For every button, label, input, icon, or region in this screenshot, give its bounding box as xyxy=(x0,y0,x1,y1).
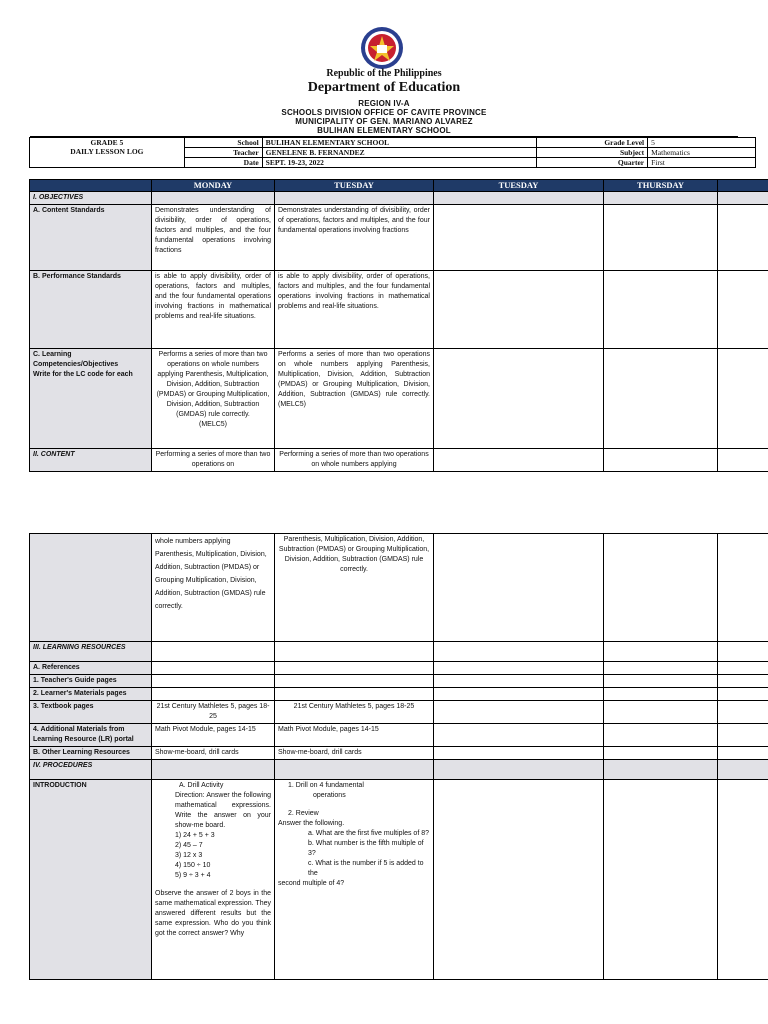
row-other xyxy=(30,747,768,760)
competencies-label-3: Write for the LC code for each xyxy=(33,371,133,378)
row-introduction xyxy=(30,780,768,980)
competencies-label xyxy=(30,349,152,449)
row-content-a xyxy=(30,449,768,472)
learners-materials-label: 2. Learner's Materials pages xyxy=(30,688,152,701)
subject-value: Mathematics xyxy=(648,148,756,158)
row-learners-materials xyxy=(30,688,768,701)
day-header-friday xyxy=(718,180,768,192)
intro-mon-item-2: 2) 45 – 7 xyxy=(175,842,203,849)
performance-standards-mon: is able to apply divisibility, order of operations, factors and multiples, and the four fundamental operations involving fractions in mathematical problems and real-life situations. xyxy=(152,271,275,349)
intro-tue-1: 1. Drill on 4 fundamental xyxy=(288,782,364,789)
textbook-tue: 21st Century Mathletes 5, pages 18-25 xyxy=(275,701,434,724)
section-procedures-label: IV. PROCEDURES xyxy=(30,760,152,780)
competencies-tue: Performs a series of more than two operations on whole numbers applying Parenthesis, Multiplication, Division, Addition, Subtraction (PMDAS) or Grouping Multiplication, Division, Addition, Subtraction (GMDAS) rule correctly. (MELC5) xyxy=(275,349,434,449)
deped-seal xyxy=(360,26,404,70)
row-references xyxy=(30,662,768,675)
school-value: BULIHAN ELEMENTARY SCHOOL xyxy=(262,138,537,148)
additional-label-2: Learning Resource (LR) portal xyxy=(33,736,134,743)
other-label: B. Other Learning Resources xyxy=(30,747,152,760)
grade-label: GRADE 5 xyxy=(90,138,124,147)
date-value: SEPT. 19-23, 2022 xyxy=(262,158,537,168)
day-header-wednesday: TUESDAY xyxy=(434,180,604,192)
section-resources xyxy=(30,642,768,662)
lesson-grid-bottom xyxy=(29,533,768,980)
additional-tue: Math Pivot Module, pages 14-15 xyxy=(275,724,434,747)
introduction-mon xyxy=(152,780,275,980)
additional-mon: Math Pivot Module, pages 14-15 xyxy=(152,724,275,747)
header-republic: Republic of the Philippines xyxy=(326,68,442,79)
section-objectives-label: I. OBJECTIVES xyxy=(30,192,152,205)
quarter-label: Quarter xyxy=(537,158,648,168)
day-header-thursday: THURSDAY xyxy=(604,180,718,192)
day-header-blank xyxy=(30,180,152,192)
content-standards-mon: Demonstrates understanding of divisibility, order of operations, factors and multiples, and the four fundamental operations involving fractions xyxy=(152,205,275,271)
header-municipality: MUNICIPALITY OF GEN. MARIANO ALVAREZ xyxy=(295,117,473,126)
intro-tue-c: c. What is the number if 5 is added to the xyxy=(308,860,424,877)
row-teachers-guide xyxy=(30,675,768,688)
teacher-value: GENELENE B. FERNANDEZ xyxy=(262,148,537,158)
textbook-label: 3. Textbook pages xyxy=(30,701,152,724)
grade-level-label: Grade Level xyxy=(537,138,648,148)
content-standards-tue: Demonstrates understanding of divisibility, order of operations, factors and multiples, and the four fundamental operations involving fractions xyxy=(275,205,434,271)
subject-label: Subject xyxy=(537,148,648,158)
grade-level-value: 5 xyxy=(648,138,756,148)
performance-standards-tue: is able to apply divisibility, order of operations, factors and multiples, and the four fundamental operations involving fractions in mathematical problems and real-life situations. xyxy=(275,271,434,349)
row-content-standards xyxy=(30,205,768,271)
intro-tue-c2: second multiple of 4? xyxy=(278,880,345,887)
intro-tue-answer: Answer the following. xyxy=(278,820,345,827)
header-school: BULIHAN ELEMENTARY SCHOOL xyxy=(317,126,451,135)
row-additional xyxy=(30,724,768,747)
additional-label-1: 4. Additional Materials from xyxy=(33,726,125,733)
competencies-mon-text: Performs a series of more than two operations on whole numbers applying Parenthesis, Multiplication, Division, Addition, Subtraction (PMDAS) or Grouping Multiplication, Division, Addition, Subtraction (GMDAS) rule correctly. xyxy=(156,351,270,418)
school-label: School xyxy=(184,138,262,148)
section-resources-label: III. LEARNING RESOURCES xyxy=(30,642,152,662)
day-header-row xyxy=(30,180,768,192)
introduction-label: INTRODUCTION xyxy=(30,780,152,980)
content-mon-b: whole numbers applying Parenthesis, Multiplication, Division, Addition, Subtraction (PMDAS) or Grouping Multiplication, Division, Addition, Subtraction (GMDAS) rule correctly. xyxy=(152,534,275,642)
section-procedures xyxy=(30,760,768,780)
intro-tue-1b: operations xyxy=(313,792,346,799)
other-tue: Show-me-board, drill cards xyxy=(275,747,434,760)
header-department: Department of Education xyxy=(307,80,461,95)
intro-tue-b: b. What number is the fifth multiple of 3? xyxy=(308,840,424,857)
intro-mon-direction: Direction: Answer the following mathematical expressions. Write the answer on your show-me board. xyxy=(175,792,271,829)
section-content-label: II. CONTENT xyxy=(30,449,152,472)
competencies-label-2: Competencies/Objectives xyxy=(33,361,119,368)
intro-tue-2: 2. Review xyxy=(288,810,319,817)
header-region: REGION IV-A xyxy=(358,99,410,108)
competencies-mon xyxy=(152,349,275,449)
teachers-guide-label: 1. Teacher's Guide pages xyxy=(30,675,152,688)
intro-mon-item-5: 5) 9 ÷ 3 + 4 xyxy=(175,872,211,879)
lesson-grid-top xyxy=(29,179,768,472)
intro-mon-observe: Observe the answer of 2 boys in the same mathematical expression. They answered different results but the same expression. Who do you think got the correct answer? Why xyxy=(155,890,271,937)
performance-standards-label: B. Performance Standards xyxy=(30,271,152,349)
additional-label xyxy=(30,724,152,747)
row-performance-standards xyxy=(30,271,768,349)
intro-mon-item-3: 3) 12 x 3 xyxy=(175,852,203,859)
log-label: DAILY LESSON LOG xyxy=(70,147,144,156)
competencies-mon-code: (MELC5) xyxy=(198,421,227,428)
intro-mon-item-1: 1) 24 + 5 + 3 xyxy=(175,832,215,839)
quarter-value: First xyxy=(648,158,756,168)
day-header-tuesday: TUESDAY xyxy=(275,180,434,192)
row-textbook xyxy=(30,701,768,724)
content-b-label xyxy=(30,534,152,642)
references-label: A. References xyxy=(30,662,152,675)
competencies-label-1: C. Learning xyxy=(33,351,72,358)
section-objectives xyxy=(30,192,768,205)
textbook-mon: 21st Century Mathletes 5, pages 18-25 xyxy=(152,701,275,724)
other-mon: Show-me-board, drill cards xyxy=(152,747,275,760)
info-table xyxy=(29,137,756,168)
day-header-monday: MONDAY xyxy=(152,180,275,192)
date-label: Date xyxy=(184,158,262,168)
intro-mon-item-4: 4) 150 ÷ 10 xyxy=(175,862,211,869)
content-standards-label: A. Content Standards xyxy=(30,205,152,271)
teacher-label: Teacher xyxy=(184,148,262,158)
grade-cell xyxy=(30,138,185,168)
content-mon-a: Performing a series of more than two operations on xyxy=(152,449,275,472)
content-tue-a: Performing a series of more than two operations on whole numbers applying xyxy=(275,449,434,472)
content-tue-b: Parenthesis, Multiplication, Division, Addition, Subtraction (PMDAS) or Grouping Multiplication, Division, Addition, Subtraction (GMDAS) rule correctly. xyxy=(275,534,434,642)
intro-mon-title: A. Drill Activity xyxy=(179,782,224,789)
introduction-tue xyxy=(275,780,434,980)
intro-tue-a: a. What are the first five multiples of 8? xyxy=(308,830,429,837)
row-competencies xyxy=(30,349,768,449)
row-content-b xyxy=(30,534,768,642)
header-division: SCHOOLS DIVISION OFFICE OF CAVITE PROVINCE xyxy=(281,108,487,117)
